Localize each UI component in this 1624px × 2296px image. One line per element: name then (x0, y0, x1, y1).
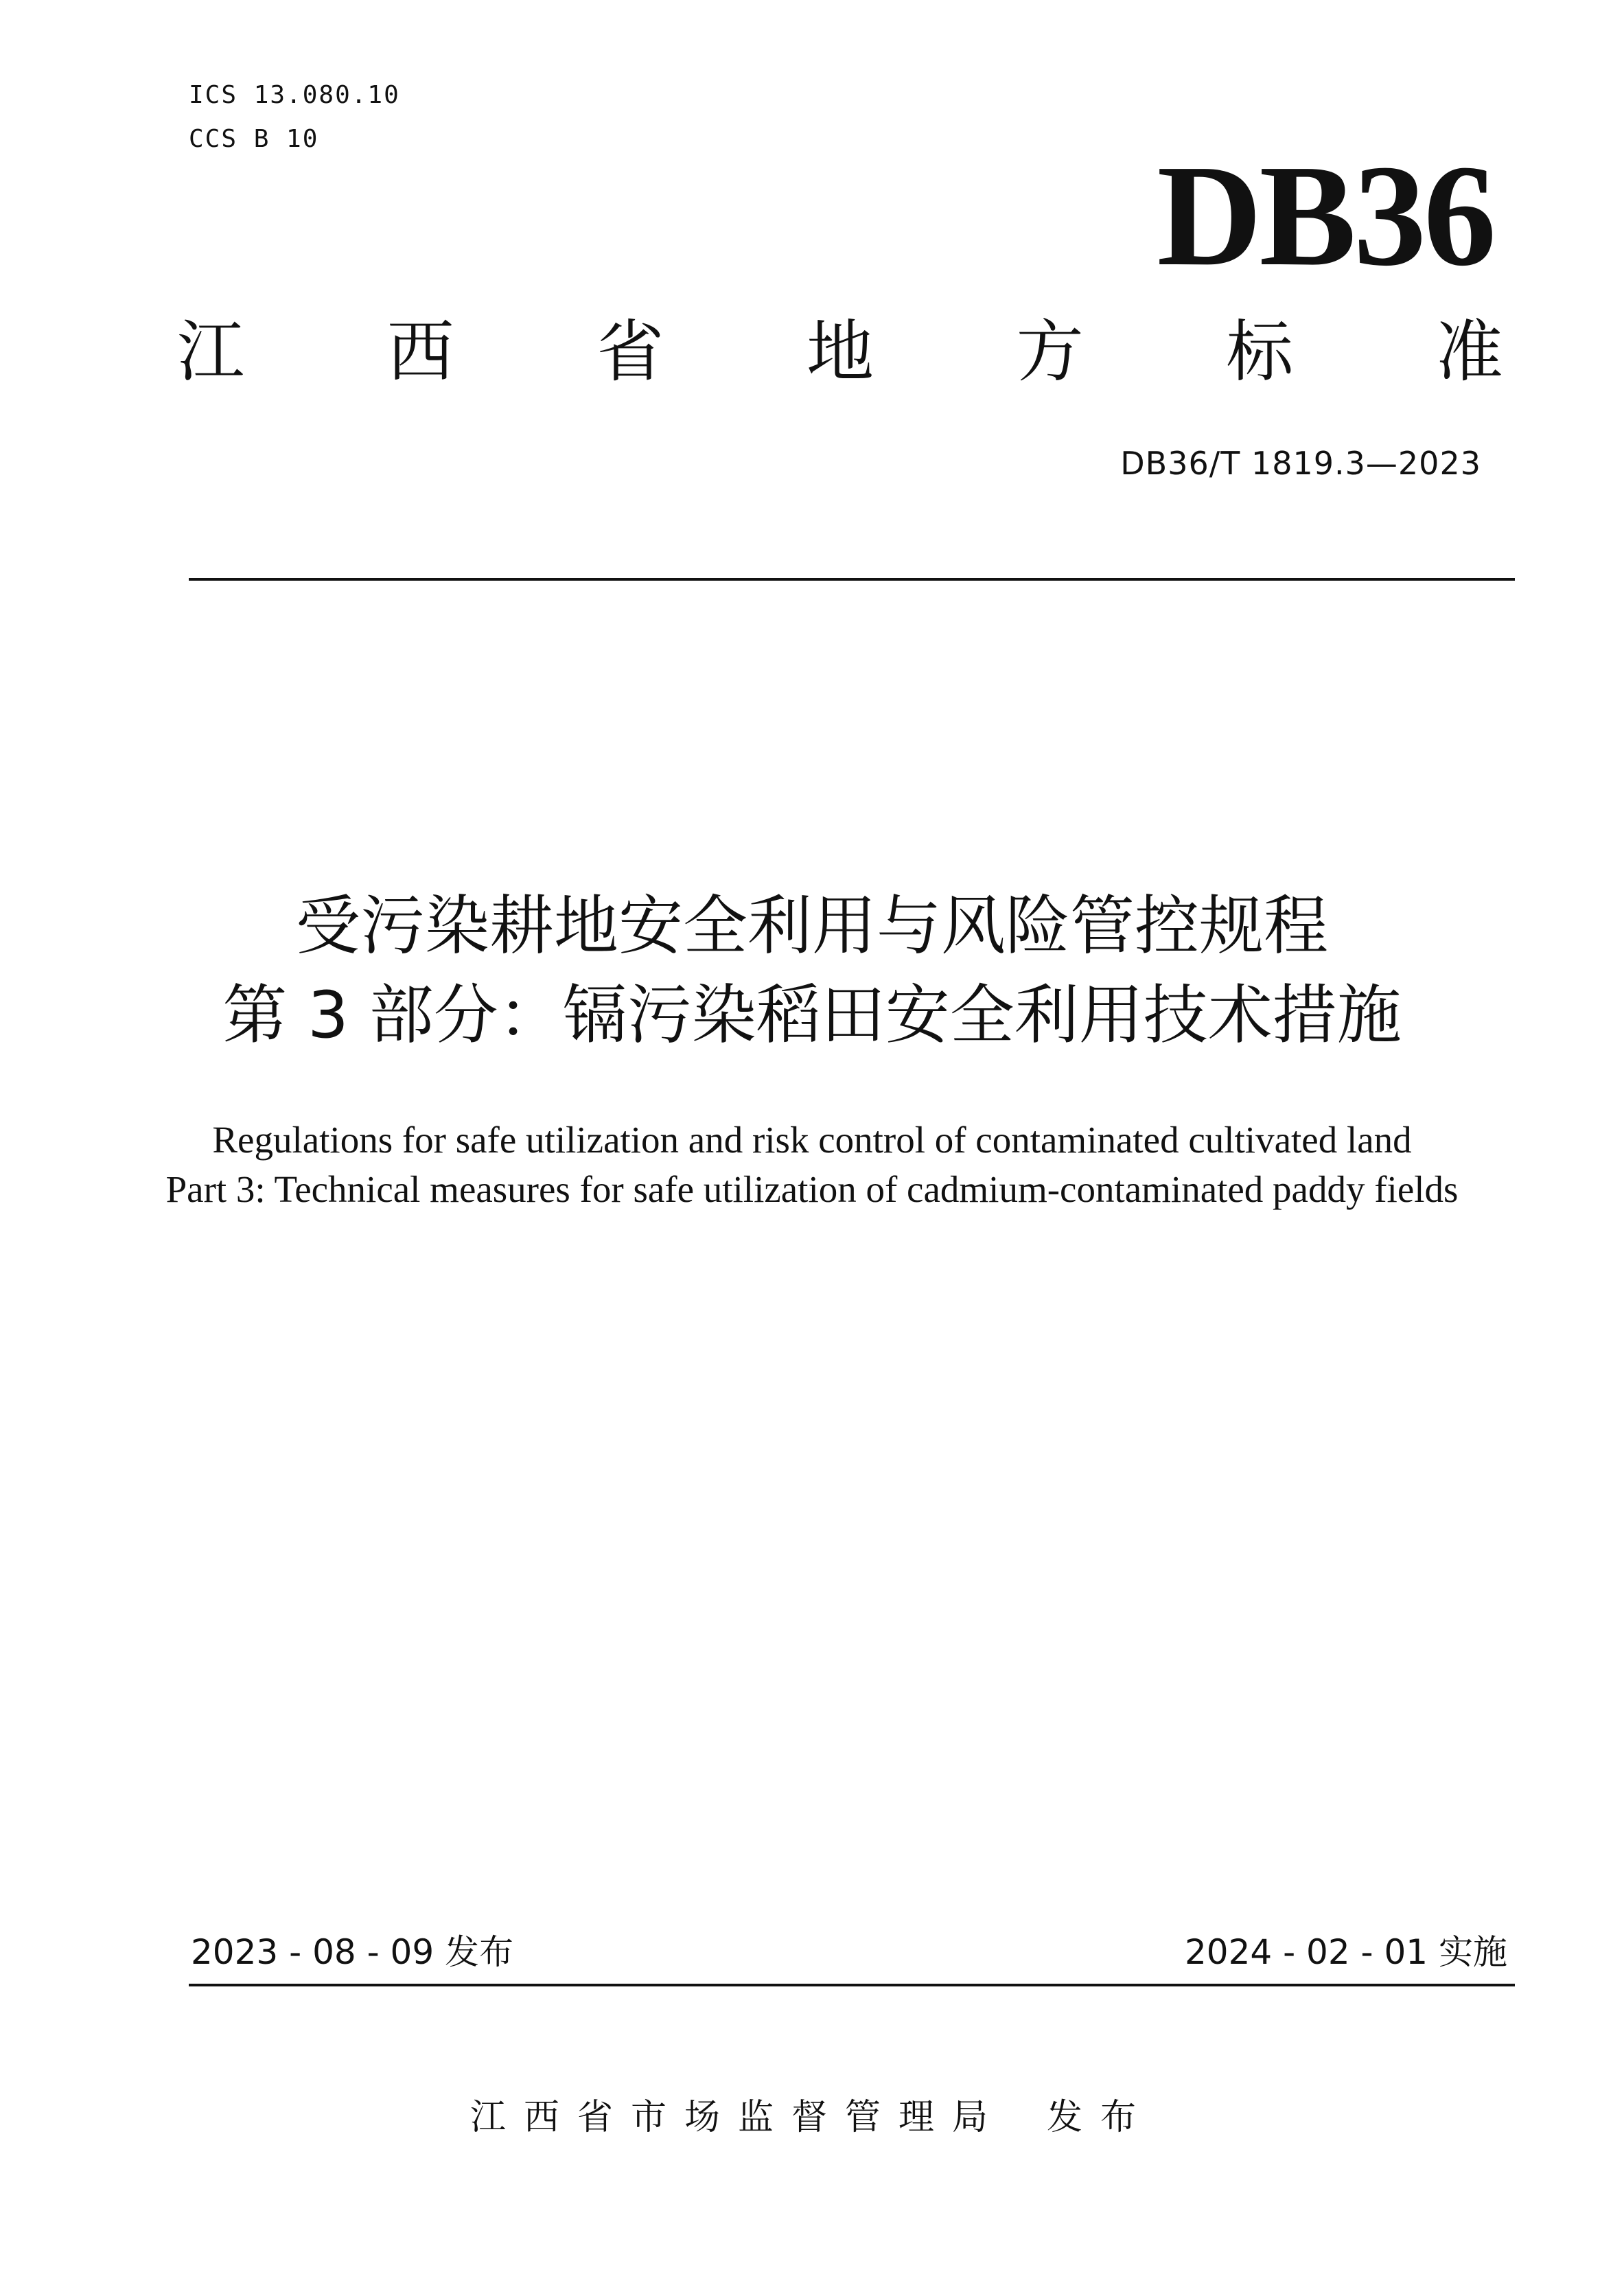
footer-divider (189, 1984, 1515, 1986)
standard-type-char: 省 (596, 313, 664, 391)
standard-type-char: 西 (386, 313, 454, 391)
title-en-line2: Part 3: Technical measures for safe utilization of cadmium-contaminated paddy fields (165, 1168, 1459, 1210)
implementation-date: 2024 - 02 - 01 实施 (1184, 1932, 1507, 1972)
standard-number: DB36/T 1819.3—2023 (1120, 445, 1481, 482)
standard-logo: DB36 (1157, 135, 1494, 296)
publisher-name: 江西省市场监督管理局 (469, 2097, 1006, 2138)
title-en-line1: Regulations for safe utilization and risk control of contaminated cultivated land (212, 1119, 1412, 1161)
standard-type (177, 314, 1503, 390)
ics-code: ICS 13.080.10 (189, 81, 400, 109)
title-zh-line1: 受污染耕地安全利用与风险管控规程 (295, 889, 1328, 964)
publisher-action: 发布 (1047, 2097, 1155, 2138)
publisher-line (0, 2094, 1624, 2142)
standard-type-char: 准 (1435, 313, 1503, 391)
ccs-code: CCS B 10 (189, 125, 319, 153)
standard-type-char: 地 (806, 313, 874, 391)
standard-type-char: 标 (1226, 313, 1294, 391)
standard-type-char: 方 (1016, 313, 1084, 391)
issue-date: 2023 - 08 - 09 发布 (191, 1932, 514, 1972)
header-divider (189, 578, 1515, 581)
standard-type-char: 江 (177, 313, 245, 391)
title-zh-line2: 第 3 部分：镉污染稻田安全利用技术措施 (222, 978, 1402, 1053)
